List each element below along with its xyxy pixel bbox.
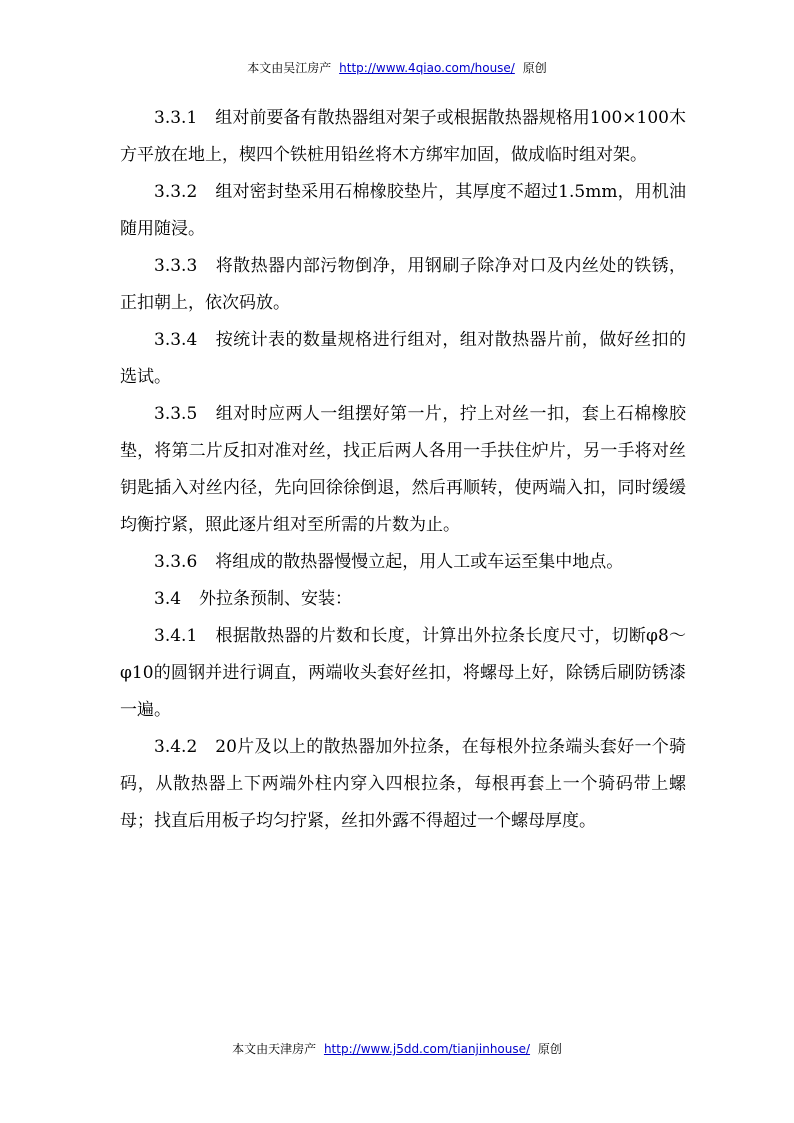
section-number: 3.3.3 (154, 256, 198, 276)
paragraph-text: 将散热器内部污物倒净，用钢刷子除净对口及内丝处的铁锈，正扣朝上，依次码放。 (120, 256, 686, 313)
header-suffix: 原创 (522, 61, 547, 75)
section-number: 3.4.2 (154, 737, 198, 757)
paragraph-text: 按统计表的数量规格进行组对，组对散热器片前，做好丝扣的选试。 (120, 330, 686, 387)
footer-suffix: 原创 (537, 1042, 562, 1056)
section-number: 3.4.1 (154, 626, 198, 646)
section-number: 3.3.2 (154, 182, 198, 202)
header-link[interactable]: http://www.4qiao.com/house/ (339, 61, 515, 75)
paragraph-text: 根据散热器的片数和长度，计算出外拉条长度尺寸，切断φ8～φ10的圆钢并进行调直，两端收头套好丝扣，将螺母上好，除锈后刷防锈漆一遍。 (120, 626, 686, 720)
paragraph (120, 322, 686, 396)
paragraph (120, 248, 686, 322)
section-number: 3.3.6 (154, 552, 198, 572)
footer-prefix: 本文由天津房产 (232, 1042, 317, 1056)
paragraph-text: 组对时应两人一组摆好第一片，拧上对丝一扣，套上石棉橡胶垫，将第二片反扣对准对丝，找正后两人各用一手扶住炉片，另一手将对丝钥匙插入对丝内径，先向回徐徐倒退，然后再顺转，使两端入扣，同时缓缓均衡拧紧，照此逐片组对至所需的片数为止。 (120, 404, 686, 535)
header-prefix: 本文由吴江房产 (247, 61, 332, 75)
paragraph-text: 20片及以上的散热器加外拉条，在每根外拉条端头套好一个骑码，从散热器上下两端外柱内穿入四根拉条，每根再套上一个骑码带上螺母；找直后用板子均匀拧紧，丝扣外露不得超过一个螺母厚度。 (120, 737, 686, 831)
paragraph (120, 581, 686, 618)
paragraph-text: 外拉条预制、安装： (199, 589, 353, 609)
paragraph (120, 396, 686, 544)
paragraph (120, 100, 686, 174)
page-header (0, 60, 794, 76)
paragraph (120, 174, 686, 248)
paragraph-text: 组对前要备有散热器组对架子或根据散热器规格用100×100木方平放在地上，楔四个铁桩用铅丝将木方绑牢加固，做成临时组对架。 (120, 108, 686, 165)
footer-link[interactable]: http://www.j5dd.com/tianjinhouse/ (323, 1042, 531, 1056)
paragraph (120, 618, 686, 729)
document-body (120, 100, 686, 840)
paragraph (120, 729, 686, 840)
section-number: 3.4 (154, 589, 182, 609)
paragraph-text: 组对密封垫采用石棉橡胶垫片，其厚度不超过1.5mm，用机油随用随浸。 (120, 182, 686, 239)
page-footer (0, 1041, 794, 1057)
section-number: 3.3.5 (154, 404, 198, 424)
paragraph (120, 544, 686, 581)
section-number: 3.3.1 (154, 108, 198, 128)
section-number: 3.3.4 (154, 330, 198, 350)
paragraph-text: 将组成的散热器慢慢立起，用人工或车运至集中地点。 (215, 552, 624, 572)
